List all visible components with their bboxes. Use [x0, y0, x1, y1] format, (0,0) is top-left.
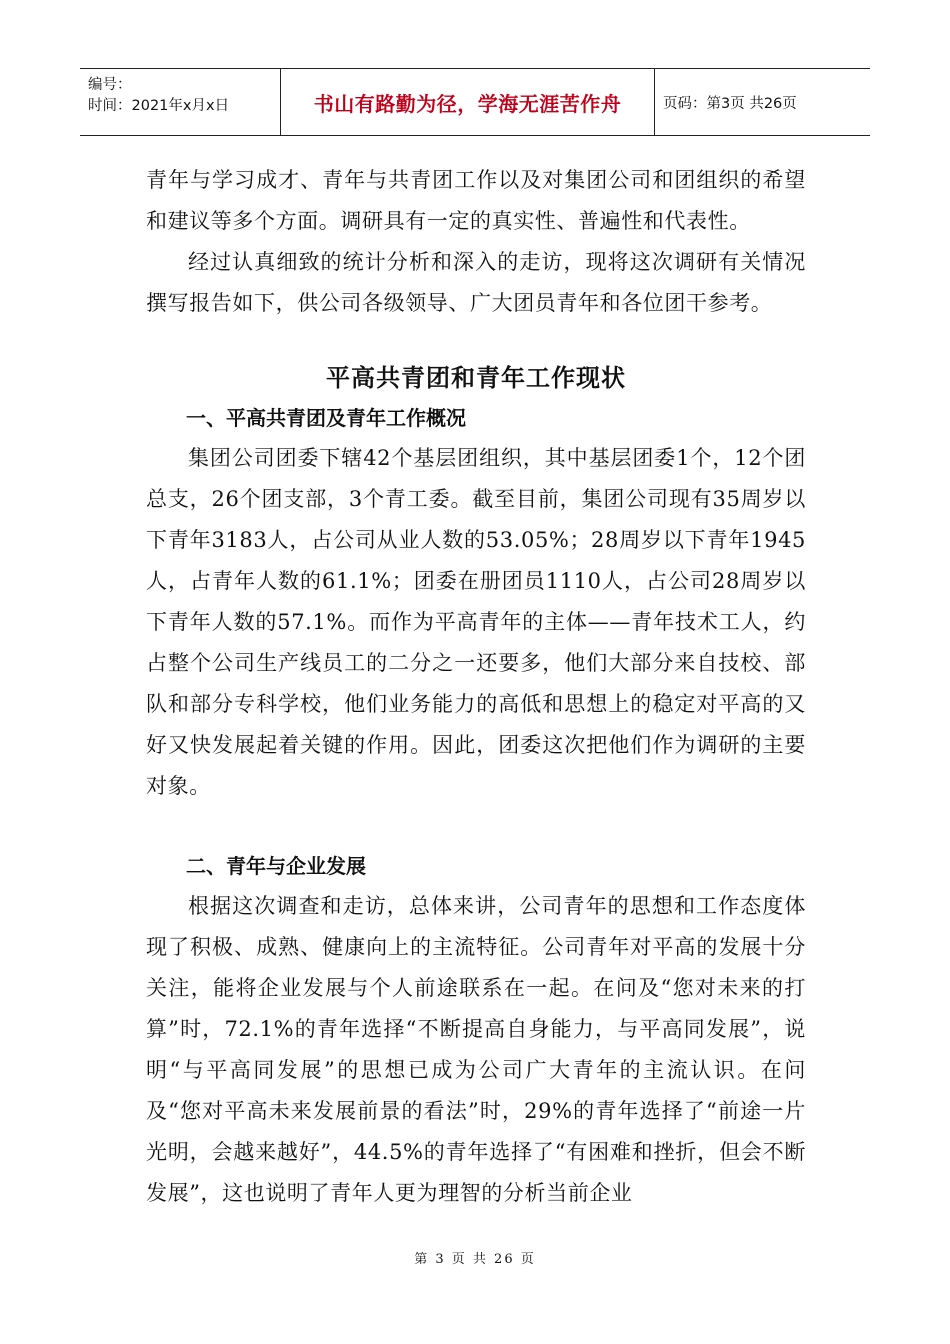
- paragraph-intro: 经过认真细致的统计分析和深入的走访，现将这次调研有关情况撰写报告如下，供公司各级领导、广大团员青年和各位团干参考。: [146, 250, 806, 315]
- section1-heading: 一、平高共青团及青年工作概况: [186, 406, 466, 430]
- document-body: [146, 160, 806, 1214]
- page-footer: 第 3 页 共 26 页: [414, 1252, 536, 1267]
- header-meta: [80, 69, 281, 135]
- header-motto: 书山有路勤为径，学海无涯苦作舟: [281, 69, 655, 135]
- section1-paragraph: 集团公司团委下辖42个基层团组织，其中基层团委1个，12个团总支，26个团支部，3个青工委。截至目前，集团公司现有35周岁以下青年3183人，占公司从业人数的53.05%；28周岁以下青年1945人，占青年人数的61.1%；团委在册团员1110人，占公司28周岁以下青年人数的57.1%。而作为平高青年的主体——青年技术工人，约占整个公司生产线员工的二分之一还要多，他们大部分来自技校、部队和部分专科学校，他们业务能力的高低和思想上的稳定对平高的又好又快发展起着关键的作用。因此，团委这次把他们作为调研的主要对象。: [146, 446, 806, 798]
- section2-heading: 二、青年与企业发展: [186, 854, 366, 878]
- document-date: 时间：2021年x月x日: [88, 98, 230, 114]
- paragraph-continuation: 青年与学习成才、青年与共青团工作以及对集团公司和团组织的希望和建议等多个方面。调研具有一定的真实性、普遍性和代表性。: [146, 168, 806, 233]
- header-page-info: 页码：第3页 共26页: [663, 95, 797, 112]
- page-header: [80, 68, 870, 136]
- document-number-label: 编号：: [88, 77, 132, 93]
- section-title: 平高共青团和青年工作现状: [326, 364, 626, 392]
- section2-paragraph: 根据这次调查和走访，总体来讲，公司青年的思想和工作态度体现了积极、成熟、健康向上的主流特征。公司青年对平高的发展十分关注，能将企业发展与个人前途联系在一起。在问及“您对未来的打算”时，72.1%的青年选择“不断提高自身能力，与平高同发展”，说明“与平高同发展”的思想已成为公司广大青年的主流认识。在问及“您对平高未来发展前景的看法”时，29%的青年选择了“前途一片光明，会越来越好”，44.5%的青年选择了“有困难和挫折，但会不断发展”，这也说明了青年人更为理智的分析当前企业: [146, 894, 806, 1205]
